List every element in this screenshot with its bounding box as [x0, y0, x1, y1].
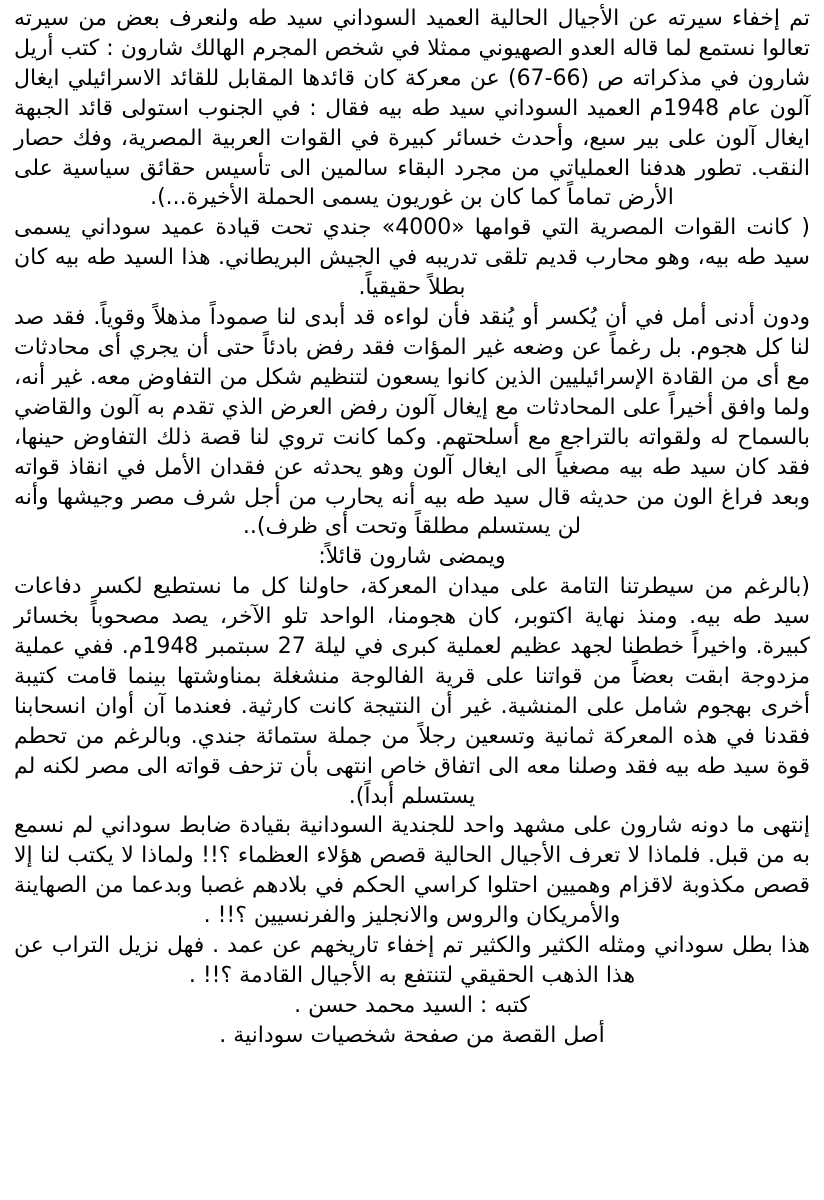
paragraph-battle-account: (بالرغم من سيطرتنا التامة على ميدان المعركة، حاولنا كل ما نستطيع لكسر دفاعات سيد طه بيه. ومنذ نهاية اكتوبر، كان هجومنا، الواحد تلو الآخر، يصد مصحوباً بخسائر كبيرة. واخيراً خططنا لجهد عظيم لعملية كبرى في ليلة 27 سبتمبر 1948م. ففي عملية مزدوجة ابقت بعضاً من قواتنا على قرية الفالوجة منشغلة بمناوشتها بينما قامت كتيبة أخرى بهجوم شامل على المنشية. غير أن النتيجة كانت كارثية. فعندما آن أوان انسحابنا فقدنا في هذه المعركة ثمانية وتسعين رجلاً من جملة ستمائة جندي. وبالرغم من تحطم قوة سيد طه بيه فقد وصلنا معه الى اتفاق خاص انتهى بأن تزحف قواته الى مصر لكنه لم يستسلم أبداً). [14, 574, 810, 809]
paragraph-intro: تم إخفاء سيرته عن الأجيال الحالية العميد السوداني سيد طه ولنعرف بعض من سيرته تعالوا نستمع لما قاله العدو الصهيوني ممثلا في شخص المجرم الهالك شارون : كتب أريل شارون في مذكراته ص (66-67) عن معركة كان قائدها المقابل للقائد الاسرائيلي ايغال آلون عام 1948م العميد السوداني سيد طه بيه فقال : في الجنوب استولى قائد الجبهة ايغال آلون على بير سبع، وأحدث خسائر كبيرة في القوات العربية المصرية، وفك حصار النقب. تطور هدفنا العملياتي من مجرد البقاء سالمين الى تأسيس حقائق سياسية على الأرض تماماً كما كان بن غوريون يسمى الحملة الأخيرة...). [14, 6, 811, 211]
source-line: أصل القصة من صفحة شخصيات سودانية . [219, 1022, 605, 1048]
paragraph-commentary: إنتهى ما دونه شارون على مشهد واحد للجندية السودانية بقيادة ضابط سوداني لم نسمع به من قبل. فلماذا لا تعرف الأجيال الحالية قصص هؤلاء العظماء ؟!! ولماذا لا يكتب لنا إلا قصص مكذوبة لاقزام وهميين احتلوا كراسي الحكم في بلادهم غصبا وبدعما من الصهاينة والأمريكان والروس والانجليز والفرنسيين ؟!! . [14, 813, 810, 929]
paragraph-egyptian-forces: ( كانت القوات المصرية التي قوامها «4000» جندي تحت قيادة عميد سوداني يسمى سيد طه بيه، وهو محارب قديم تلقى تدريبه في الجيش البريطاني. هذا السيد طه بيه كان بطلاً حقيقياً. [14, 215, 810, 301]
paragraph-sharon-continues: ويمضى شارون قائلاً: [318, 544, 506, 570]
author-line: كتبه : السيد محمد حسن . [294, 992, 530, 1018]
paragraph-steadfastness: ودون أدنى أمل في أن يُكسر أو يُنقد فأن لواءه قد أبدى لنا صموداً مذهلاً وقوياً. فقد صد لنا كل هجوم. بل رغماً عن وضعه غير المؤات فقد رفض بادئاً حتى أن يجري أى محادثات مع أى من القادة الإسرائيليين الذين كانوا يسعون لتنظيم شكل من التفاوض معه. غير أنه، ولما وافق أخيراً على المحادثات مع إيغال آلون رفض العرض الذي تقدم به آلون والقاضي بالسماح له ولقواته بالتراجع مع أسلحتهم. وكما كانت تروي لنا قصة ذلك التفاوض حينها، فقد كان سيد طه بيه مصغياً الى ايغال آلون وهو يحدثه عن فقدان الأمل في انقاذ قواته وبعد فراغ الون من حديثه قال سيد طه بيه أنه يحارب من أجل شرف مصر وجيشها وأنه لن يستسلم مطلقاً وتحت أى ظرف).. [14, 305, 810, 540]
paragraph-call-to-action: هذا بطل سوداني ومثله الكثير والكثير تم إخفاء تاريخهم عن عمد . فهل نزيل التراب عن هذا الذهب الحقيقي لتنتفع به الأجيال القادمة ؟!! . [14, 933, 810, 988]
